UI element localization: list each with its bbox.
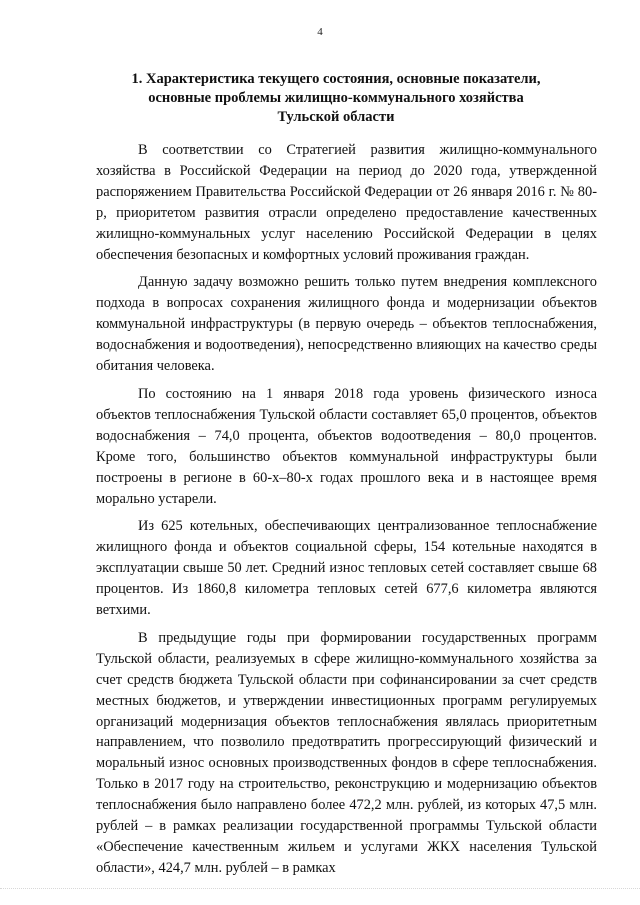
paragraph-wear-levels: По состоянию на 1 января 2018 года уровень физического износа объектов теплоснабжения Тульской области составляет 65,0 процентов, объектов водоснабжения – 74,0 процента, объектов водоотведения – 80,0 процентов. Кроме того, большинство объектов коммунальной инфраструктуры были построены в регионе в 60-х–80-х годах прошлого века и в настоящее время морально устарели. — [96, 385, 597, 507]
section-heading-line-1: 1. Характеристика текущего состояния, основные показатели, — [131, 71, 541, 87]
paragraph-boilers: Из 625 котельных, обеспечивающих централизованное теплоснабжение жилищного фонда и объектов социальной сферы, 154 котельные находятся в эксплуатации свыше 50 лет. Средний износ тепловых сетей составляет свыше 68 процентов. Из 1860,8 километра тепловых сетей 677,6 километра являются ветхими. — [96, 518, 597, 619]
section-heading — [96, 70, 576, 127]
page-number: 4 — [317, 26, 323, 38]
document-body — [96, 140, 597, 886]
section-heading-line-3: Тульской области — [277, 109, 395, 125]
paragraph-approach: Данную задачу возможно решить только путем внедрения комплексного подхода в вопросах сохранения жилищного фонда и модернизации объектов коммунальной инфраструктуры (в первую очередь – объектов теплоснабжения, водоснабжения и водоотведения), непосредственно влияющих на качество среды обитания человека. — [96, 274, 597, 375]
paragraph-strategy: В соответствии со Стратегией развития жилищно-коммунального хозяйства в Российской Федерации на период до 2020 года, утвержденной распоряжением Правительства Российской Федерации от 26 января 2016 г. № 80-р, приоритетом развития отрасли определено предоставление качественных жилищно-коммунальных услуг населению Российской Федерации в целях обеспечения безопасных и комфортных условий проживания граждан. — [96, 142, 597, 263]
scan-edge-artifact — [0, 888, 640, 901]
paragraph-programs: В предыдущие годы при формировании государственных программ Тульской области, реализуемых в сфере жилищно-коммунального хозяйства за счет средств бюджета Тульской области при софинансировании за счет средств местных бюджетов, и утверждении инвестиционных программ регулируемых организаций модернизация объектов теплоснабжения являлась приоритетным направлением, что позволило предотвратить прогрессирующий физический и моральный износ основных производственных фондов в сфере теплоснабжения. Только в 2017 году на строительство, реконструкцию и модернизацию объектов теплоснабжения было направлено более 472,2 млн. рублей, из которых 47,5 млн. рублей – в рамках реализации государственной программы Тульской области «Обеспечение качественным жильем и услугами ЖКХ населения Тульской области», 424,7 млн. рублей – в рамках — [96, 629, 597, 876]
section-heading-line-2: основные проблемы жилищно-коммунального хозяйства — [148, 90, 524, 106]
